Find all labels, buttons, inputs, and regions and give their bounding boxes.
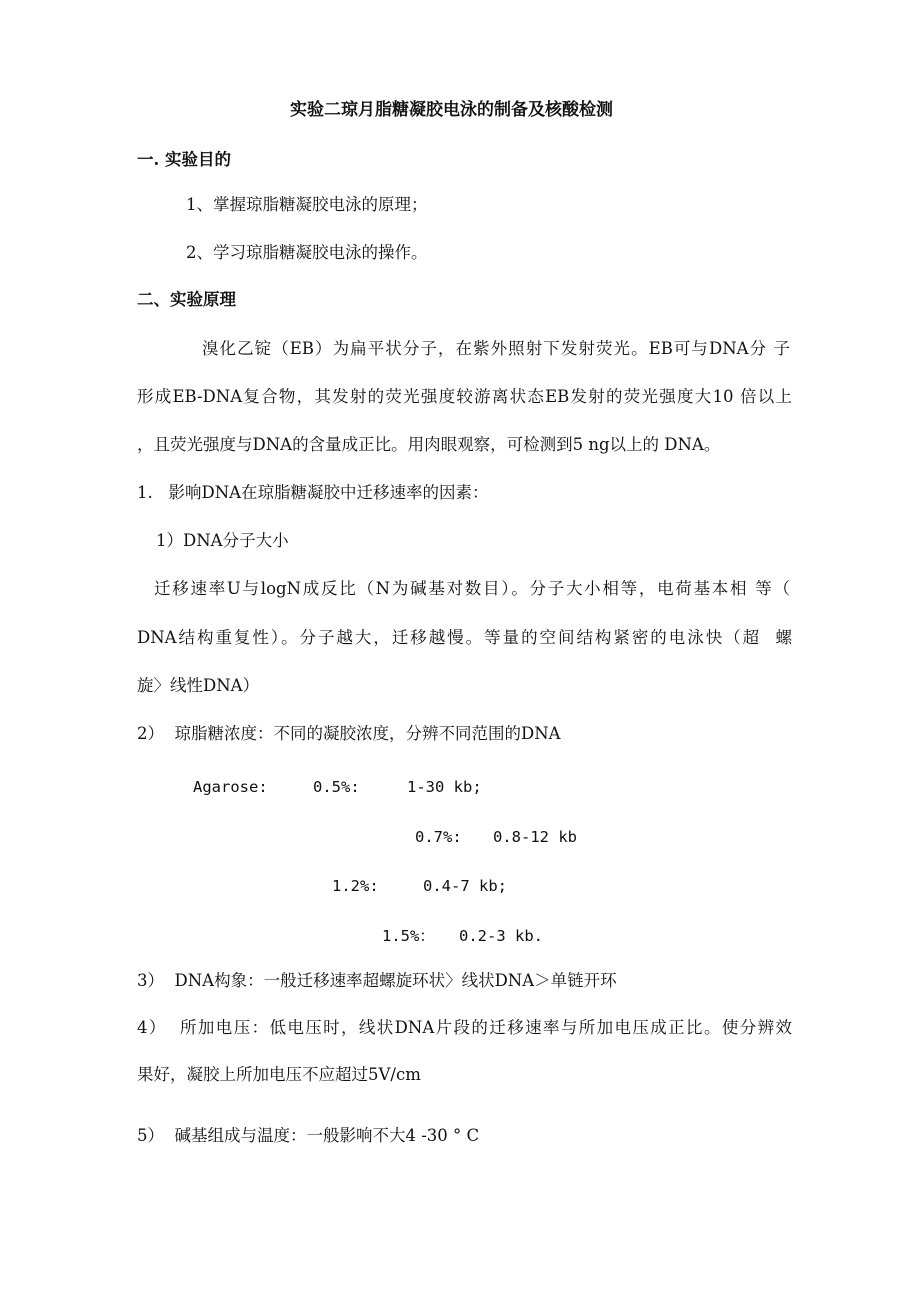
intro-line-3: ，且荧光强度与DNA的含量成正比。用肉眼观察，可检测到5 ng以上的 DNA。: [137, 435, 721, 454]
factor-2-label: 2） 琼脂糖浓度：不同的凝胶浓度，分辨不同范围的DNA: [137, 724, 561, 743]
section-heading-principle: 二、实验原理: [137, 290, 236, 309]
factor-1-line-1: 迁移速率U与logN成反比（N为碱基对数目）。分子大小相等，电荷基本相 等（: [154, 579, 790, 598]
factor-1-line-2: DNA结构重复性）。分子越大，迁移越慢。等量的空间结构紧密的电泳快（超 螺: [137, 628, 792, 647]
section-heading-purpose: 一. 实验目的: [137, 150, 231, 169]
agarose-range: 0.8-12 kb: [493, 828, 577, 846]
factor-4-line-2: 果好，凝胶上所加电压不应超过5V/cm: [137, 1065, 421, 1084]
agarose-conc: 0.7%:: [415, 828, 462, 846]
agarose-range: 0.2-3 kb.: [459, 927, 543, 945]
factors-title: 1. 影响DNA在琼脂糖凝胶中迁移速率的因素：: [137, 483, 489, 502]
purpose-item-1: 1、掌握琼脂糖凝胶电泳的原理；: [186, 195, 428, 214]
agarose-conc: 0.5%:: [313, 778, 360, 796]
factor-1-label: 1）DNA分子大小: [156, 531, 289, 550]
factor-1-line-3: 旋〉线性DNA）: [137, 676, 260, 695]
intro-line-1: 溴化乙锭（EB）为扁平状分子，在紫外照射下发射荧光。EB可与DNA分 子: [202, 339, 790, 358]
factor-3: 3） DNA构象：一般迁移速率超螺旋环状〉线状DNA＞单链开环: [137, 971, 617, 990]
factor-4-line-1: 4） 所加电压：低电压时，线状DNA片段的迁移速率与所加电压成正比。使分辨效: [137, 1018, 792, 1037]
purpose-item-2: 2、学习琼脂糖凝胶电泳的操作。: [186, 243, 428, 262]
factor-5: 5） 碱基组成与温度：一般影响不大4 -30 ° C: [137, 1126, 480, 1145]
agarose-conc: 1.5%：: [382, 927, 435, 945]
page-title: 实验二琼月脂糖凝胶电泳的制备及核酸检测: [290, 100, 613, 120]
agarose-label: Agarose:: [193, 778, 268, 796]
agarose-range: 1-30 kb;: [407, 778, 482, 796]
agarose-range: 0.4-7 kb;: [423, 877, 507, 895]
agarose-conc: 1.2%:: [332, 877, 379, 895]
intro-line-2: 形成EB-DNA复合物，其发射的荧光强度较游离状态EB发射的荧光强度大10 倍以上: [137, 387, 792, 406]
